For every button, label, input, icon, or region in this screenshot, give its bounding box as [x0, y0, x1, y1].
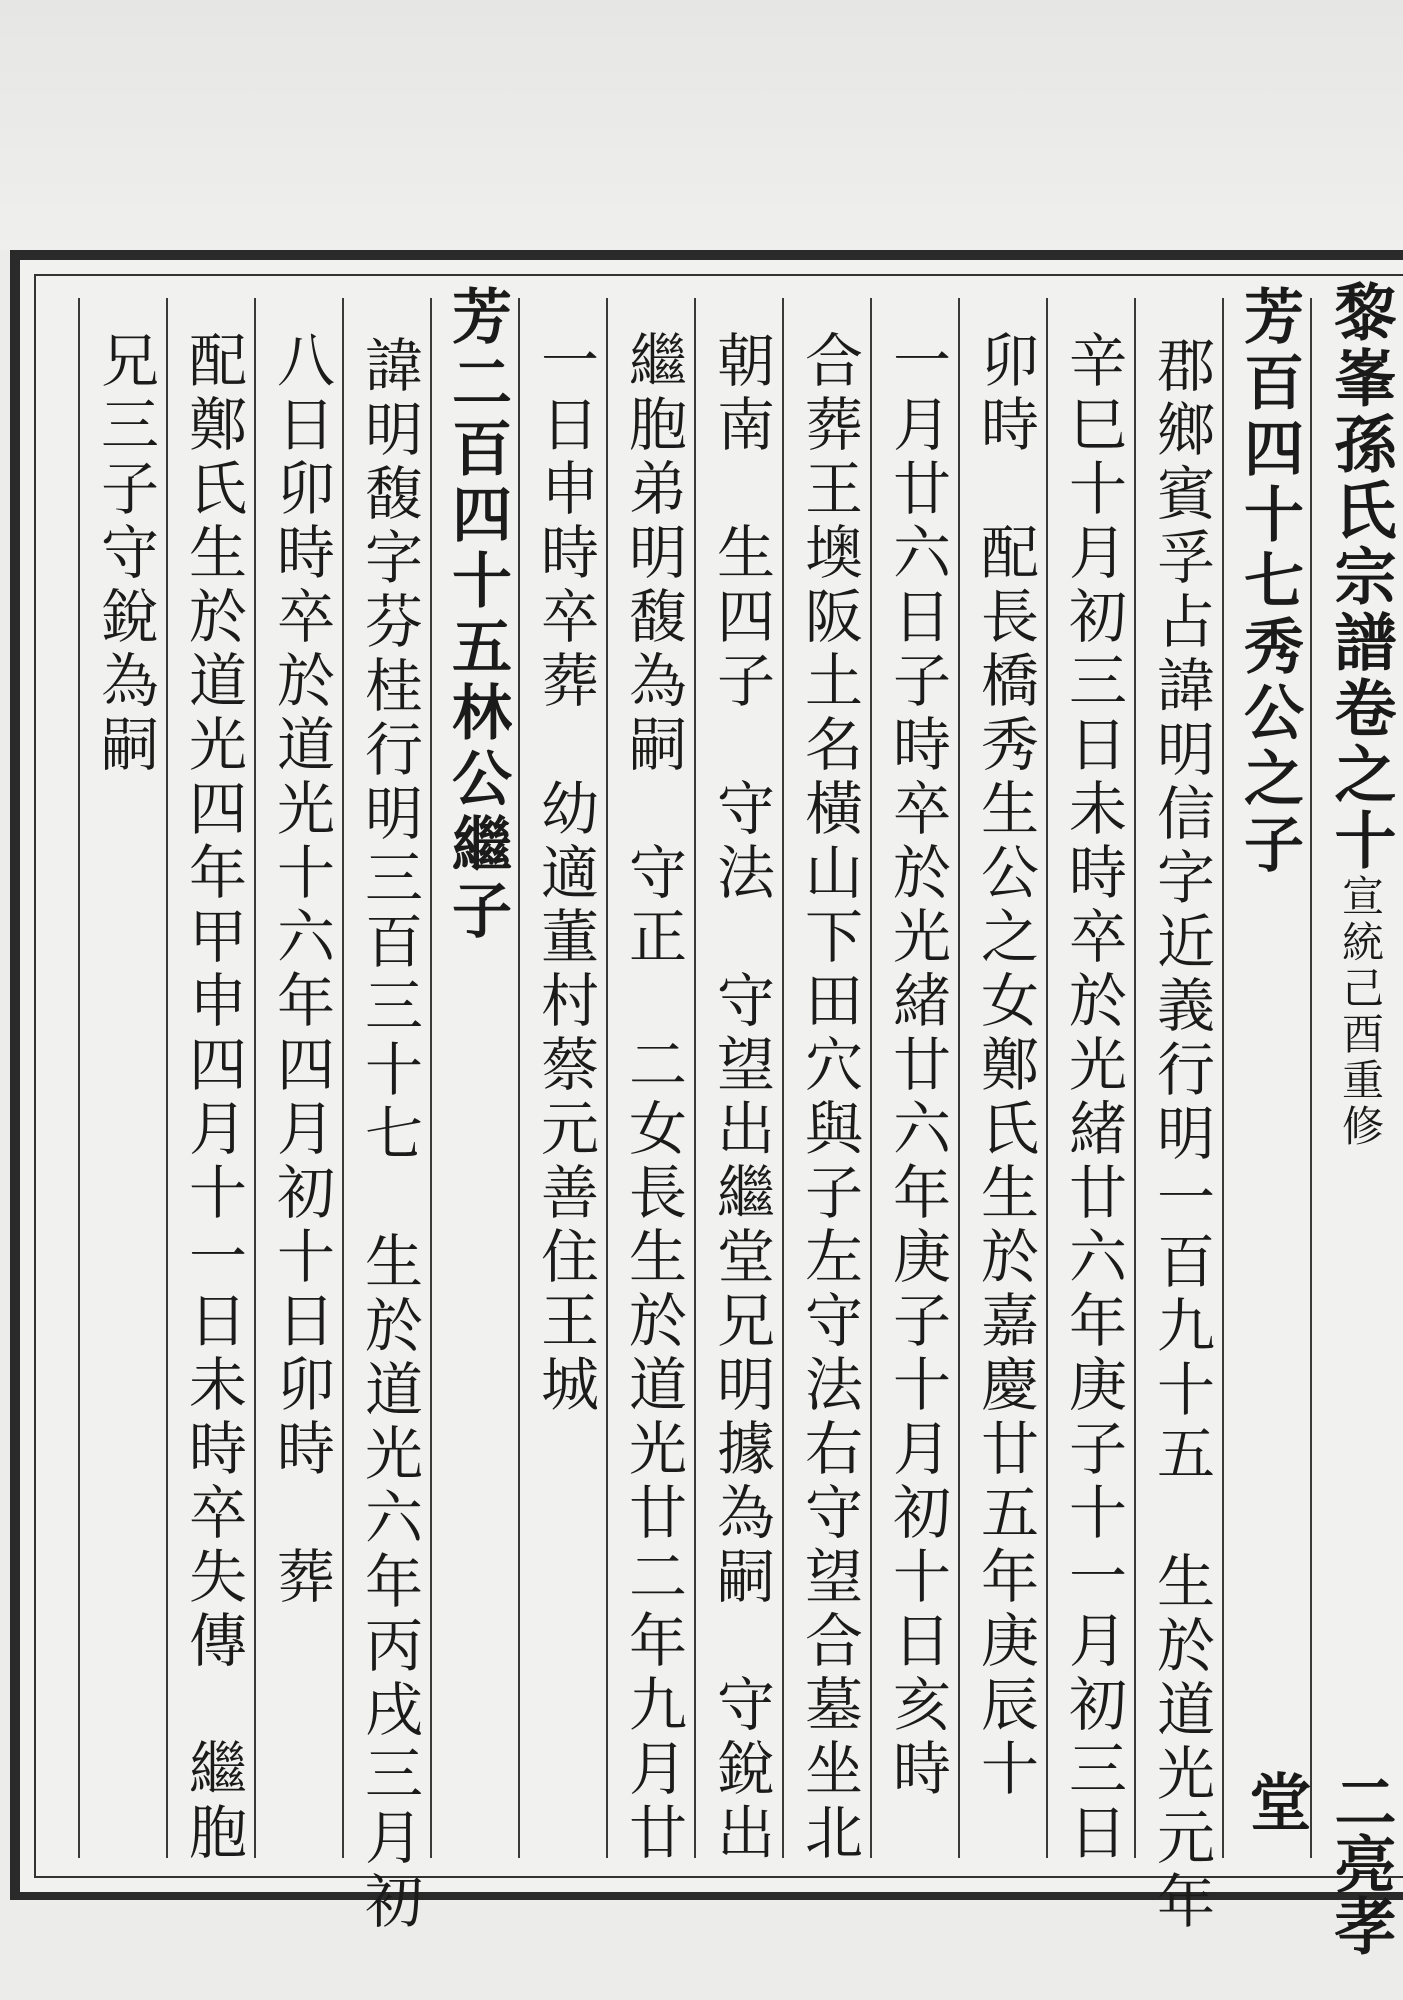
text-column-2: 郡鄉賓孚占諱明信字近義行明一百九十五 生於道光元年 — [1147, 335, 1215, 1935]
volume-label: 卷之十 — [1324, 676, 1397, 874]
text-column-3: 辛巳十月初三日未時卒於光緒廿六年庚子十一月初三日 — [1059, 330, 1127, 1866]
book-title — [1318, 280, 1403, 1930]
page-top-margin — [0, 0, 1403, 250]
publisher-hall: 二亮孝堂 — [1239, 1770, 1397, 1956]
text-column-5: 一月廿六日子時卒於光緒廿六年庚子十月初十日亥時 — [883, 330, 951, 1802]
column-divider — [78, 298, 80, 1858]
text-column-13: 配鄭氏生於道光四年甲申四月十一日未時卒失傳 繼胞 — [179, 330, 247, 1866]
text-column-8: 繼胞弟明馥為嗣 守正 二女長生於道光廿二年九月廿 — [619, 330, 687, 1866]
text-column-11: 諱明馥字芬桂行明三百三十七 生於道光六年丙戌三月初 — [355, 335, 423, 1935]
text-column-7: 朝南 生四子 守法 守望出繼堂兄明據為嗣 守銳出 — [707, 330, 775, 1866]
edition-note: 宣統己酉重修 — [1336, 874, 1385, 1150]
text-column-4: 卯時 配長橋秀生公之女鄭氏生於嘉慶廿五年庚辰十 — [971, 330, 1039, 1802]
text-column-1: 芳百四十七秀公之子 — [1234, 285, 1304, 879]
text-column-9: 一日申時卒葬 幼適董村蔡元善住王城 — [531, 330, 599, 1418]
header-title: 黎峯孫氏宗譜 — [1324, 280, 1397, 676]
text-column-6: 合葬王墺阪土名橫山下田穴與子左守法右守望合墓坐北 — [795, 330, 863, 1866]
text-column-10: 芳二百四十五林公繼子 — [442, 285, 512, 945]
text-column-14: 兄三子守銳為嗣 — [91, 330, 159, 778]
text-column-12: 八日卯時卒於道光十六年四月初十日卯時 葬 — [267, 330, 335, 1610]
